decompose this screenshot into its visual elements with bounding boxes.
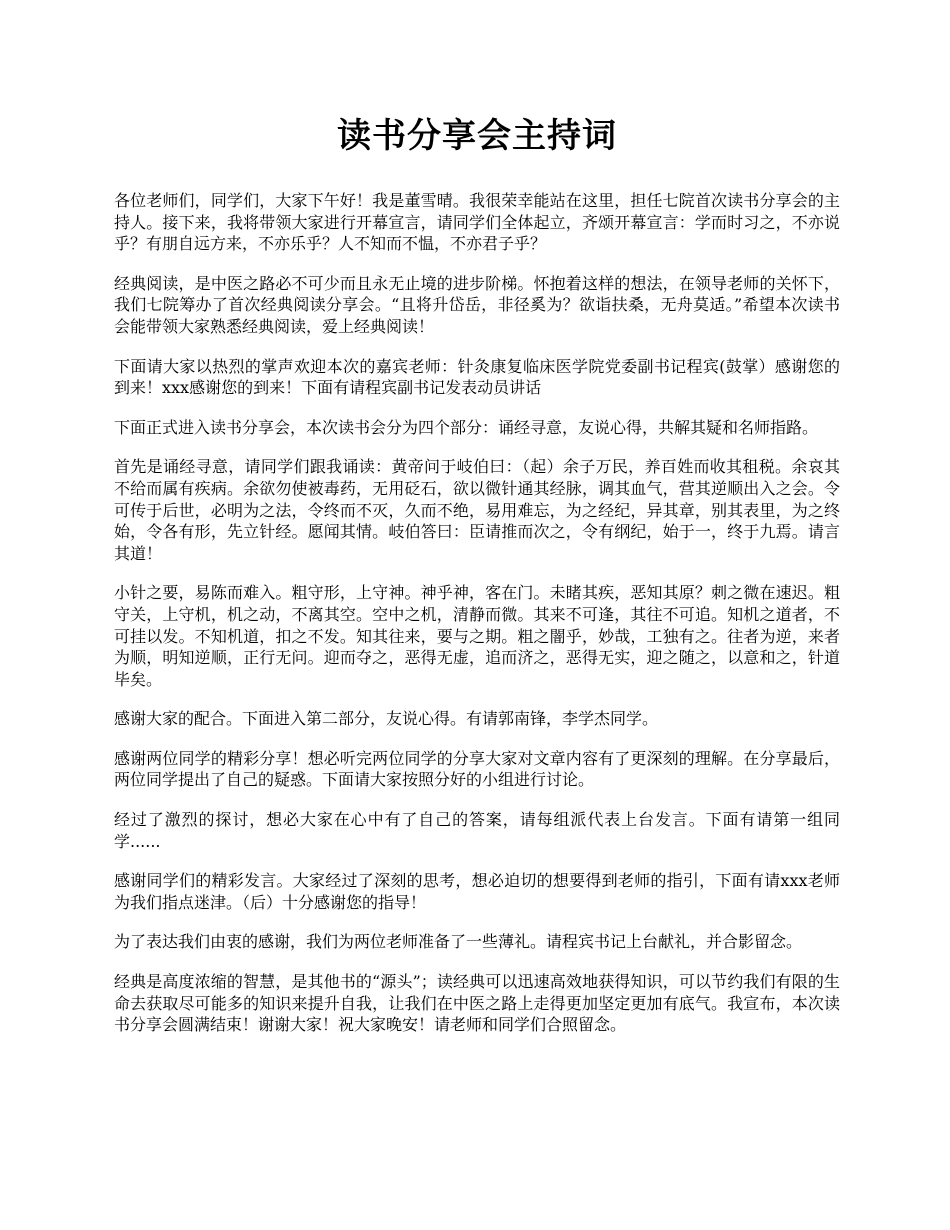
page-title: 读书分享会主持词 bbox=[337, 116, 617, 156]
paragraph-section-two: 感谢大家的配合。下面进入第二部分，友说心得。有请郭南锋，李学杰同学。 bbox=[114, 709, 659, 729]
paragraph-closing: 经典是高度浓缩的智慧，是其他书的“源头”；读经典可以迅速高效地获得知识，可以节约我们有限的生命去获取尽可能多的知识来提升自我，让我们在中医之路上走得更加坚定更加有底气。我宣布，本次读书分享会圆满结束！谢谢大家！祝大家晚安！请老师和同学们合照留念。 bbox=[114, 972, 840, 1035]
paragraph-guest-welcome: 下面请大家以热烈的掌声欢迎本次的嘉宾老师：针灸康复临床医学院党委副书记程宾(鼓掌）感谢您的到来！xxx感谢您的到来！下面有请程宾副书记发表动员讲话 bbox=[114, 356, 840, 398]
paragraph-classic-reading: 经典阅读，是中医之路必不可少而且永无止境的进步阶梯。怀抱着这样的想法，在领导老师的关怀下，我们七院筹办了首次经典阅读分享会。“且将升岱岳，非径奚为？欲诣扶桑，无舟莫适。”希望本次读书会能带领大家熟悉经典阅读，爱上经典阅读！ bbox=[114, 273, 840, 336]
paragraph-recitation-part2: 小针之要，易陈而难入。粗守形，上守神。神乎神，客在门。未睹其疾，恶知其原？刺之微在速迟。粗守关，上守机，机之动，不离其空。空中之机，清静而微。其来不可逢，其往不可追。知机之道者，不可挂以发。不知机道，扣之不发。知其往来，要与之期。粗之闇乎，妙哉，工独有之。往者为逆，来者为顺，明知逆顺，正行无问。迎而夺之，恶得无虚，追而济之，恶得无实，迎之随之，以意和之，针道毕矣。 bbox=[114, 583, 840, 689]
paragraph-opening: 各位老师们，同学们，大家下午好！我是董雪晴。我很荣幸能站在这里，担任七院首次读书分享会的主持人。接下来，我将带领大家进行开幕宣言，请同学们全体起立，齐颂开幕宣言：学而时习之，不亦说乎？有朋自远方来，不亦乐乎？人不知而不愠，不亦君子乎？ bbox=[114, 191, 840, 254]
paragraph-teacher-guidance: 感谢同学们的精彩发言。大家经过了深刻的思考，想必迫切的想要得到老师的指引，下面有请xxx老师为我们指点迷津。（后）十分感谢您的指导！ bbox=[114, 871, 840, 912]
paragraph-group-speech: 经过了激烈的探讨，想必大家在心中有了自己的答案，请每组派代表上台发言。下面有请第一组同学...... bbox=[114, 810, 840, 851]
paragraph-agenda: 下面正式进入读书分享会，本次读书会分为四个部分：诵经寻意，友说心得，共解其疑和名师指路。 bbox=[114, 417, 819, 437]
paragraph-recitation-part1: 首先是诵经寻意，请同学们跟我诵读：黄帝问于岐伯曰：（起）余子万民，养百姓而收其租税。余哀其不给而属有疾病。余欲勿使被毒药，无用砭石，欲以微针通其经脉，调其血气，营其逆顺出入之会。令可传于后世，必明为之法，令终而不灭，久而不绝，易用难忘，为之经纪，异其章，别其表里，为之终始，令各有形，先立针经。愿闻其情。岐伯答曰：臣请推而次之，令有纲纪，始于一，终于九焉。请言其道！ bbox=[114, 457, 840, 563]
paragraph-gift: 为了表达我们由衷的感谢，我们为两位老师准备了一些薄礼。请程宾书记上台献礼，并合影留念。 bbox=[114, 932, 803, 952]
paragraph-discussion: 感谢两位同学的精彩分享！想必听完两位同学的分享大家对文章内容有了更深刻的理解。在分享最后，两位同学提出了自己的疑惑。下面请大家按照分好的小组进行讨论。 bbox=[114, 748, 840, 790]
